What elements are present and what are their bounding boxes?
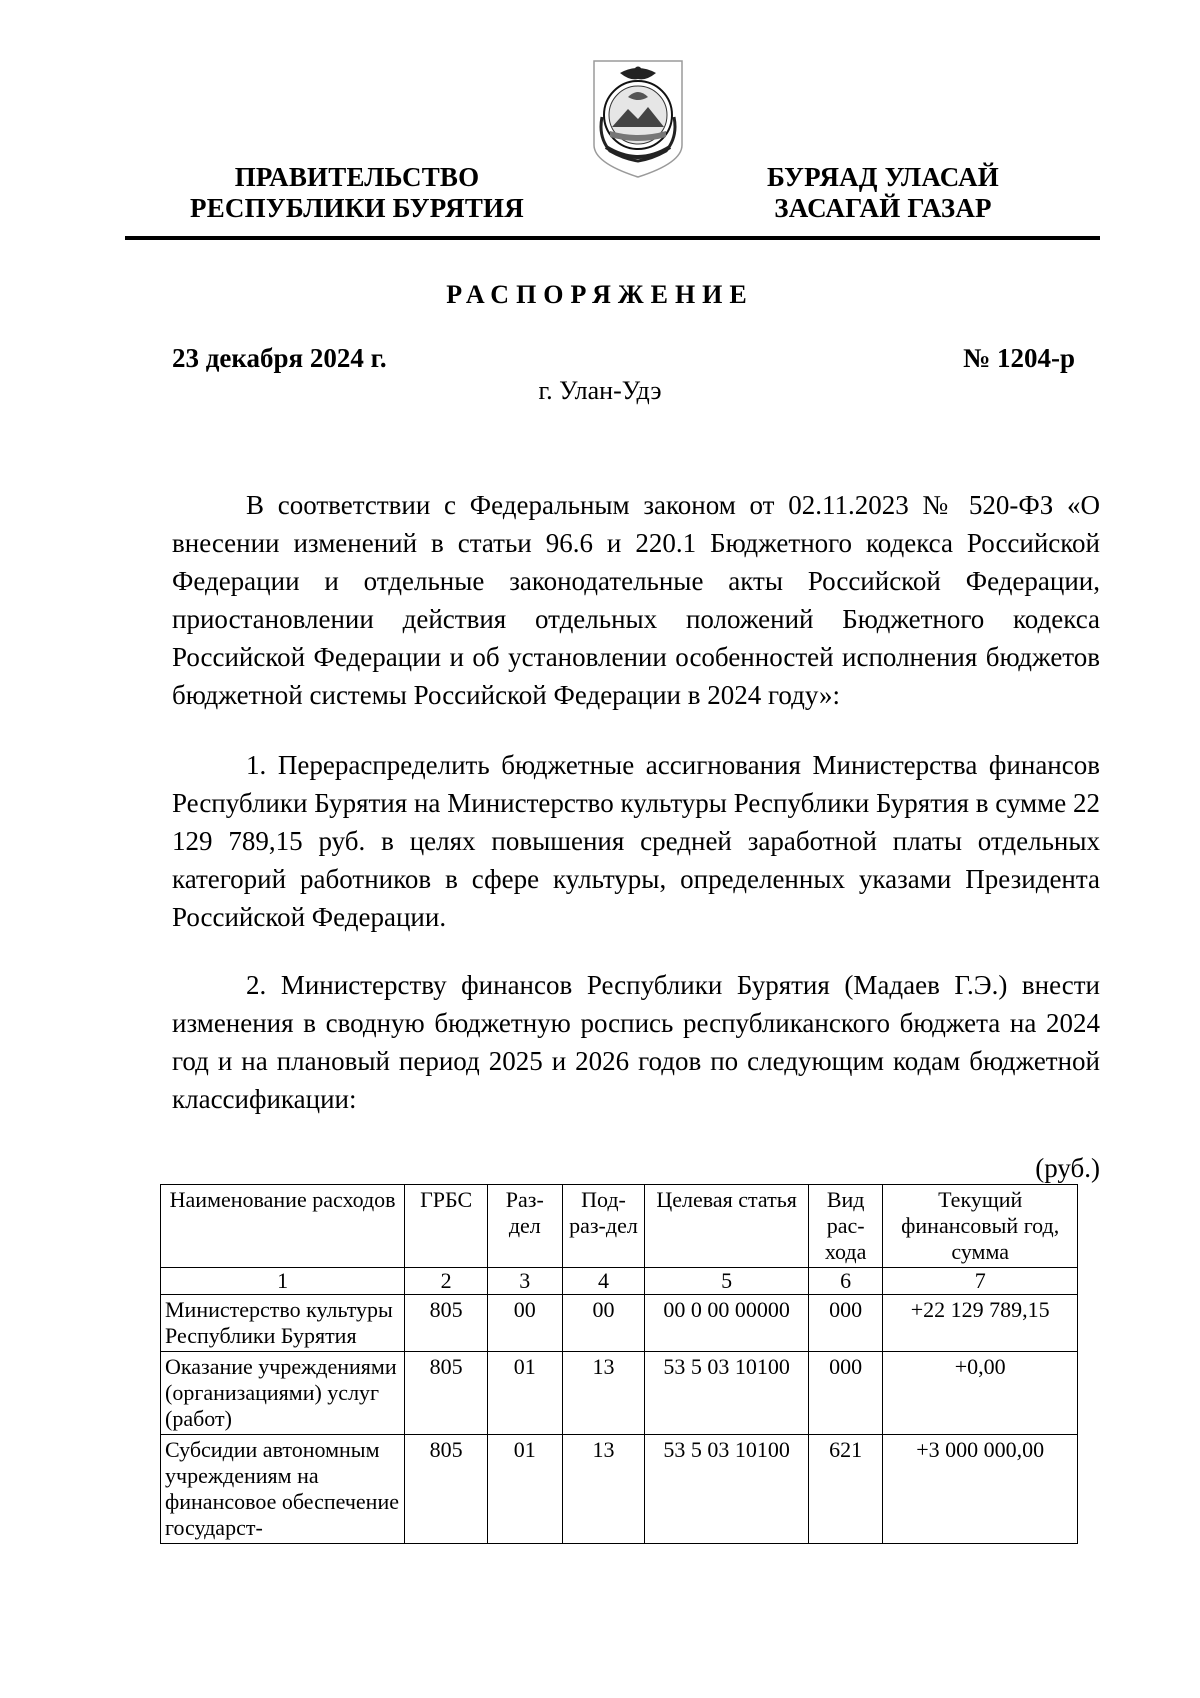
document-number: № 1204-р xyxy=(963,343,1075,373)
cell-grbs: 805 xyxy=(405,1435,488,1544)
cell-razdel: 01 xyxy=(488,1352,563,1435)
column-number: 6 xyxy=(808,1268,883,1295)
cell-sum: +0,00 xyxy=(883,1352,1078,1435)
cell-target: 53 5 03 10100 xyxy=(645,1435,809,1544)
cell-razdel: 01 xyxy=(488,1435,563,1544)
column-number: 5 xyxy=(645,1268,809,1295)
header-cell-podrazdel xyxy=(562,1185,645,1268)
document-title: РАСПОРЯЖЕНИЕ xyxy=(446,280,754,309)
budget-table xyxy=(160,1184,1078,1544)
column-number: 4 xyxy=(562,1268,645,1295)
cell-name: Субсидии автономным учреждениям на финансовое обеспечение государст- xyxy=(161,1435,405,1544)
header-left-line2: РЕСПУБЛИКИ БУРЯТИЯ xyxy=(190,193,524,223)
table-row xyxy=(161,1295,1078,1352)
header-left-title xyxy=(172,162,542,224)
cell-podrazdel: 00 xyxy=(562,1295,645,1352)
header-divider xyxy=(125,236,1100,240)
header-label: Текущий финансовый год, сумма xyxy=(901,1187,1060,1264)
cell-sum: +3 000 000,00 xyxy=(883,1435,1078,1544)
table-row xyxy=(161,1435,1078,1544)
header-right-title xyxy=(738,162,1028,224)
cell-sum: +22 129 789,15 xyxy=(883,1295,1078,1352)
document-city: г. Улан-Удэ xyxy=(538,376,662,405)
item-1-paragraph: 1. Перераспределить бюджетные ассигнования Министерства финансов Республики Бурятия на Министерство культуры Республики Бурятия в сумме 22 129 789,15 руб. в целях повышения средней заработной платы отдельных категорий работников в сфере культуры, определенных указами Президента Российской Федерации. xyxy=(172,750,1100,932)
column-number: 3 xyxy=(488,1268,563,1295)
cell-target: 00 0 00 00000 xyxy=(645,1295,809,1352)
header-right-line1: БУРЯАД УЛАСАЙ xyxy=(767,162,999,192)
coat-of-arms-emblem xyxy=(588,57,688,181)
cell-podrazdel: 13 xyxy=(562,1435,645,1544)
header-cell-target xyxy=(645,1185,809,1268)
preamble-paragraph: В соответствии с Федеральным законом от 02.11.2023 № 520-ФЗ «О внесении изменений в статьи 96.6 и 220.1 Бюджетного кодекса Российской Федерации и отдельные законодательные акты Российской Федерации, приостановлении действия отдельных положений Бюджетного кодекса Российской Федерации и об установлении особенностей исполнения бюджетов бюджетной системы Российской Федерации в 2024 году»: xyxy=(172,490,1100,710)
cell-grbs: 805 xyxy=(405,1295,488,1352)
document-date: 23 декабря 2024 г. xyxy=(172,343,387,373)
cell-grbs: 805 xyxy=(405,1352,488,1435)
header-left-line1: ПРАВИТЕЛЬСТВО xyxy=(234,162,480,192)
header-label: ГРБС xyxy=(420,1187,473,1212)
cell-vid: 000 xyxy=(808,1295,883,1352)
cell-razdel: 00 xyxy=(488,1295,563,1352)
cell-name: Министерство культуры Республики Бурятия xyxy=(161,1295,405,1352)
header-cell-razdel xyxy=(488,1185,563,1268)
table-header-row xyxy=(161,1185,1078,1268)
header-cell-vid xyxy=(808,1185,883,1268)
header-label: Целевая статья xyxy=(656,1187,797,1212)
header-label: Наименование расходов xyxy=(169,1187,396,1212)
header-label: Под-раз-дел xyxy=(569,1187,638,1238)
column-number: 1 xyxy=(161,1268,405,1295)
header-cell-name xyxy=(161,1185,405,1268)
column-number: 2 xyxy=(405,1268,488,1295)
header-cell-grbs xyxy=(405,1185,488,1268)
header-label: Вид рас-хода xyxy=(824,1187,867,1264)
cell-vid: 621 xyxy=(808,1435,883,1544)
cell-name: Оказание учреждениями (организациями) услуг (работ) xyxy=(161,1352,405,1435)
item-2-paragraph: 2. Министерству финансов Республики Бурятия (Мадаев Г.Э.) внести изменения в сводную бюджетную роспись республиканского бюджета на 2024 год и на плановый период 2025 и 2026 годов по следующим кодам бюджетной классификации: xyxy=(172,970,1100,1114)
cell-target: 53 5 03 10100 xyxy=(645,1352,809,1435)
header-right-line2: ЗАСАГАЙ ГАЗАР xyxy=(774,193,992,223)
table-row xyxy=(161,1352,1078,1435)
column-number-row xyxy=(161,1268,1078,1295)
cell-vid: 000 xyxy=(808,1352,883,1435)
header-label: Раз-дел xyxy=(505,1187,544,1238)
cell-podrazdel: 13 xyxy=(562,1352,645,1435)
currency-unit-label: (руб.) xyxy=(1035,1153,1100,1183)
header-cell-sum xyxy=(883,1185,1078,1268)
column-number: 7 xyxy=(883,1268,1078,1295)
